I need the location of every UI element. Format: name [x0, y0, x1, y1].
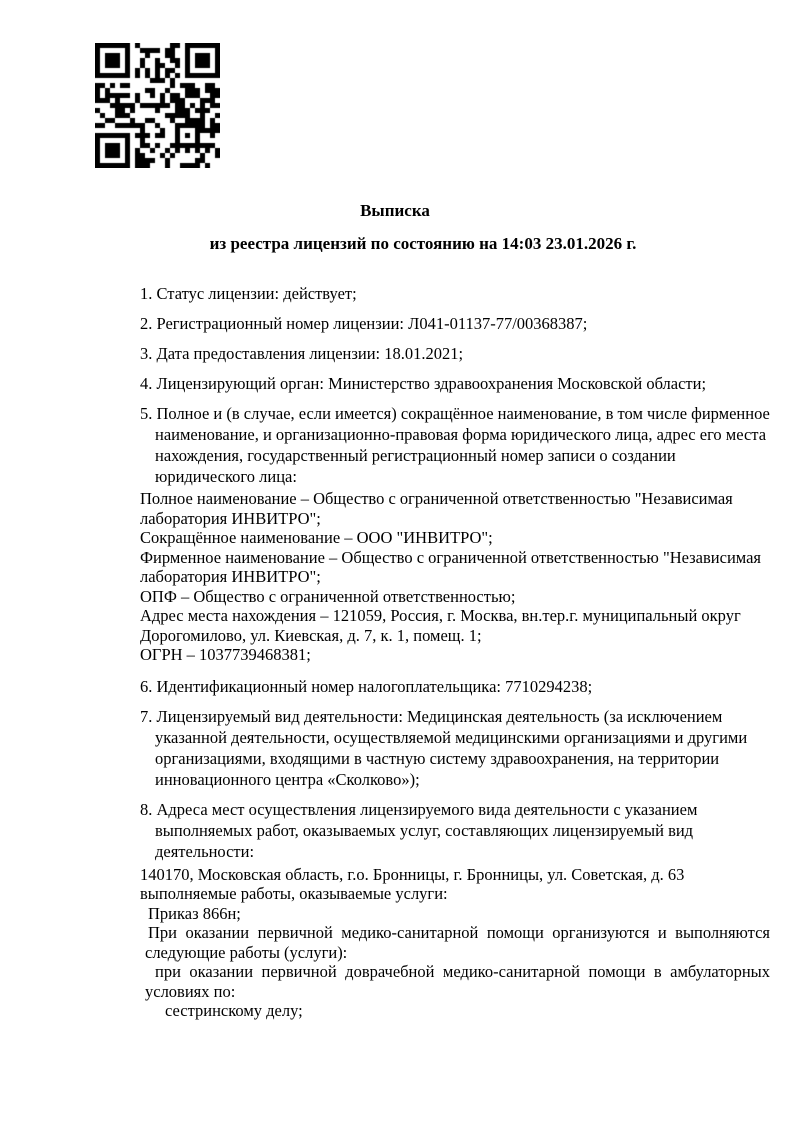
org-full-name: Полное наименование – Общество с ограниченной ответственностью "Независимая лаборатория ИНВИТРО";	[140, 489, 733, 528]
org-short-name: Сокращённое наименование – ООО "ИНВИТРО";	[140, 528, 493, 547]
document-subtitle: из реестра лицензий по состоянию на 14:03 23.01.2026 г.	[209, 234, 637, 253]
list-item-2	[140, 313, 770, 334]
item-text: Дата предоставления лицензии: 18.01.2021;	[156, 344, 464, 363]
item-text: Лицензируемый вид деятельности: Медицинская деятельность (за исключением указанной деятельности, осуществляемой медицинскими организациями и другими организациями, входящими в частную систему здравоохранения, на территории инновационного центра «Сколково»);	[155, 706, 748, 789]
works-paragraph-line: При оказании первичной медико-санитарной помощи организуются и выполняются	[148, 923, 770, 942]
document-title: Выписка	[360, 201, 430, 220]
item-number: 5.	[140, 404, 153, 423]
works-paragraph-line: условиях по:	[145, 981, 236, 1001]
document-body	[140, 0, 770, 1021]
item-number: 2.	[140, 314, 153, 333]
organization-details	[140, 489, 770, 665]
org-brand-name: Фирменное наименование – Общество с ограниченной ответственностью "Независимая лаборатория ИНВИТРО";	[140, 547, 762, 586]
item-number: 4.	[140, 374, 153, 393]
list-item-8	[140, 799, 770, 862]
list-item-4	[140, 373, 770, 394]
item-text: Регистрационный номер лицензии: Л041-01137-77/00368387;	[156, 314, 588, 333]
activity-address: 140170, Московская область, г.о. Бронницы, г. Бронницы, ул. Советская, д. 63	[140, 864, 685, 884]
item-text: Статус лицензии: действует;	[156, 284, 357, 303]
list-item-5	[140, 403, 770, 487]
org-ogrn: ОГРН – 1037739468381;	[140, 645, 311, 664]
item-text: Полное и (в случае, если имеется) сокращённое наименование, в том числе фирменное наименование, и организационно-правовая форма юридического лица, адрес его места нахождения, государственный регистрационный номер записи о создании юридического лица:	[155, 404, 770, 486]
activity-address-block	[140, 865, 770, 1021]
item-number: 1.	[140, 284, 153, 303]
list-item-6	[140, 676, 770, 697]
list-item-3	[140, 343, 770, 364]
list-item-1	[140, 283, 770, 304]
order-reference: Приказ 866н;	[148, 903, 241, 923]
org-opf: ОПФ – Общество с ограниченной ответственностью;	[140, 586, 516, 606]
item-text: Лицензирующий орган: Министерство здравоохранения Московской области;	[156, 374, 707, 393]
works-intro: выполняемые работы, оказываемые услуги:	[140, 884, 448, 903]
list-item-7	[140, 706, 770, 790]
item-number: 6.	[140, 676, 153, 696]
item-text: Адреса мест осуществления лицензируемого вида деятельности с указанием выполняемых работ, оказываемых услуг, составляющих лицензируемый вид деятельности:	[155, 799, 698, 861]
item-number: 3.	[140, 344, 153, 363]
item-number: 8.	[140, 799, 153, 819]
service-item: сестринскому делу;	[165, 1001, 303, 1020]
works-paragraph-line: при оказании первичной доврачебной медико-санитарной помощи в амбулаторных	[155, 962, 770, 981]
item-text: Идентификационный номер налогоплательщика: 7710294238;	[156, 676, 593, 696]
org-address: Адрес места нахождения – 121059, Россия, г. Москва, вн.тер.г. муниципальный округ Дорогомилово, ул. Киевская, д. 7, к. 1, помещ. 1;	[140, 606, 741, 645]
works-paragraph-line: следующие работы (услуги):	[145, 942, 348, 962]
item-number: 7.	[140, 706, 153, 726]
